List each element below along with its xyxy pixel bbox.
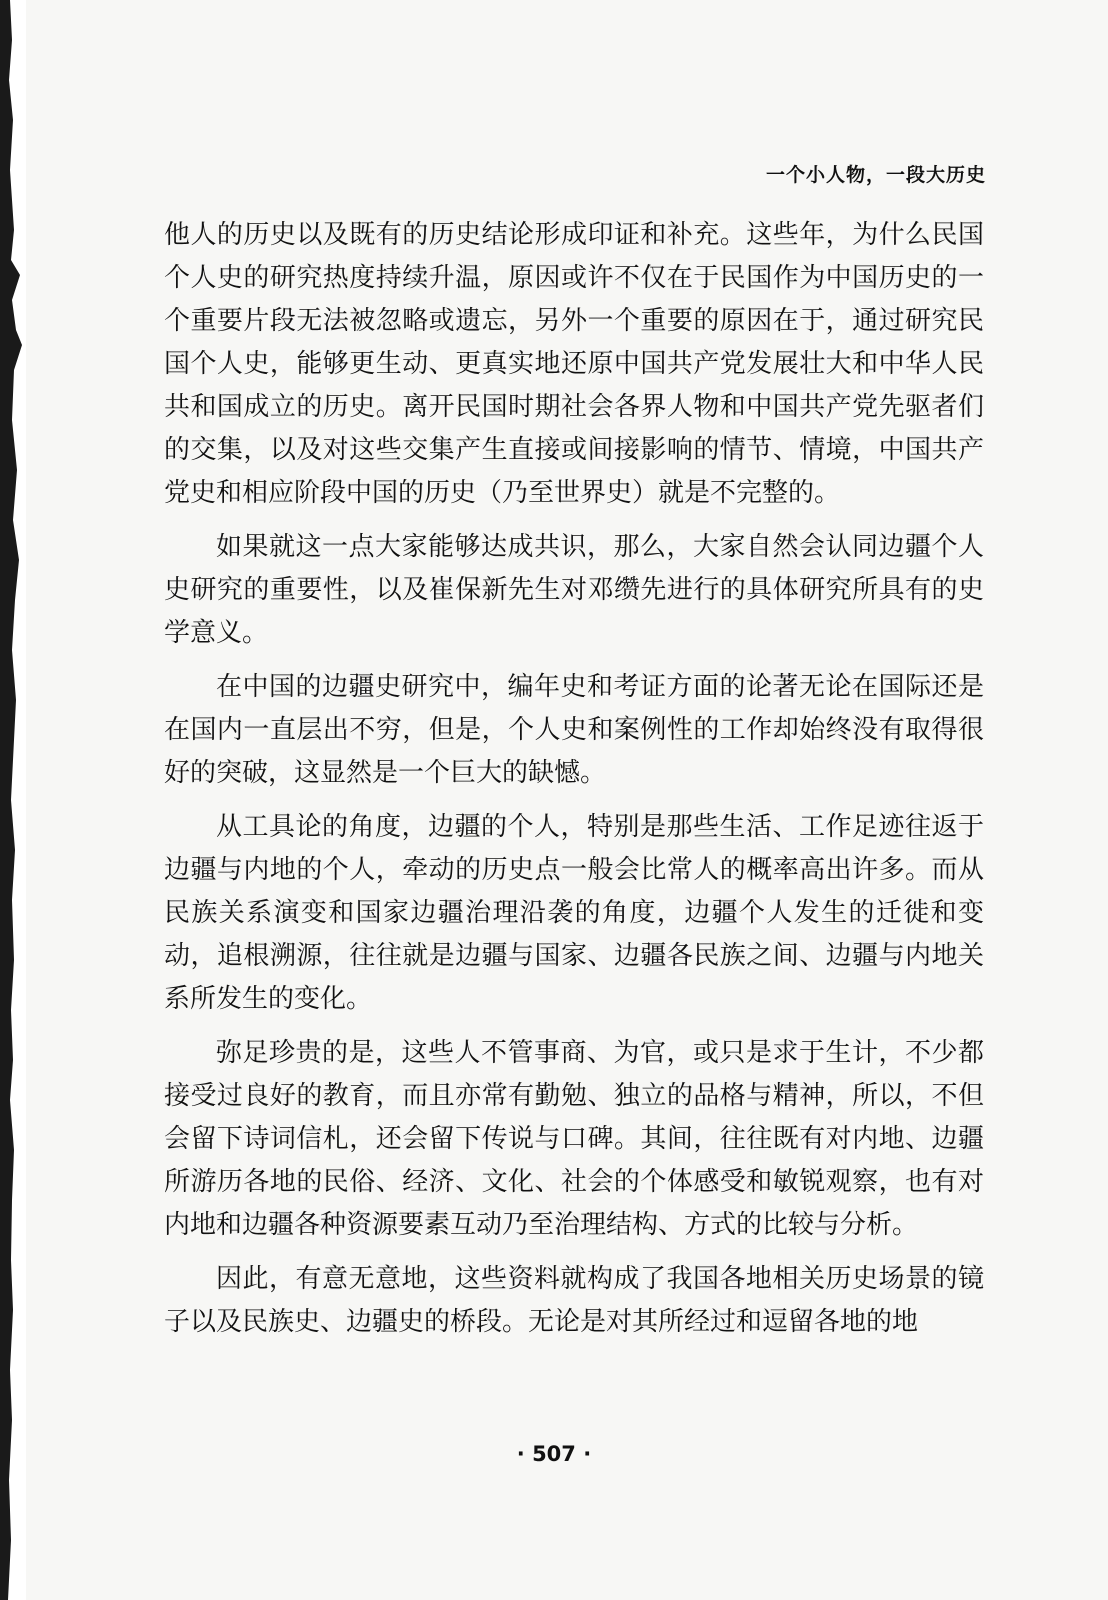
paragraph: 在中国的边疆史研究中，编年史和考证方面的论著无论在国际还是在国内一直层出不穷，但是，个人史和案例性的工作却始终没有取得很好的突破，这显然是一个巨大的缺憾。 — [164, 672, 984, 788]
paragraph: 他人的历史以及既有的历史结论形成印证和补充。这些年，为什么民国个人史的研究热度持续升温，原因或许不仅在于民国作为中国历史的一个重要片段无法被忽略或遗忘，另外一个重要的原因在于，通过研究民国个人史，能够更生动、更真实地还原中国共产党发展壮大和中华人民共和国成立的历史。离开民国时期社会各界人物和中国共产党先驱者们的交集，以及对这些交集产生直接或间接影响的情节、情境，中国共产党史和相应阶段中国的历史（乃至世界史）就是不完整的。 — [164, 220, 984, 508]
running-header: 一个小人物，一段大历史 — [765, 164, 986, 186]
page-number: · 507 · — [516, 1442, 592, 1466]
body-text — [164, 214, 984, 1355]
paragraph: 如果就这一点大家能够达成共识，那么，大家自然会认同边疆个人史研究的重要性，以及崔保新先生对邓缵先进行的具体研究所具有的史学意义。 — [164, 532, 984, 648]
paragraph: 从工具论的角度，边疆的个人，特别是那些生活、工作足迹往返于边疆与内地的个人，牵动的历史点一般会比常人的概率高出许多。而从民族关系演变和国家边疆治理沿袭的角度，边疆个人发生的迁徙和变动，追根溯源，往往就是边疆与国家、边疆各民族之间、边疆与内地关系所发生的变化。 — [164, 812, 984, 1014]
torn-page-edge — [0, 0, 26, 1600]
paragraph: 因此，有意无意地，这些资料就构成了我国各地相关历史场景的镜子以及民族史、边疆史的桥段。无论是对其所经过和逗留各地的地 — [164, 1264, 984, 1337]
paragraph: 弥足珍贵的是，这些人不管事商、为官，或只是求于生计，不少都接受过良好的教育，而且亦常有勤勉、独立的品格与精神，所以，不但会留下诗词信札，还会留下传说与口碑。其间，往往既有对内地、边疆所游历各地的民俗、经济、文化、社会的个体感受和敏锐观察，也有对内地和边疆各种资源要素互动乃至治理结构、方式的比较与分析。 — [164, 1038, 984, 1240]
